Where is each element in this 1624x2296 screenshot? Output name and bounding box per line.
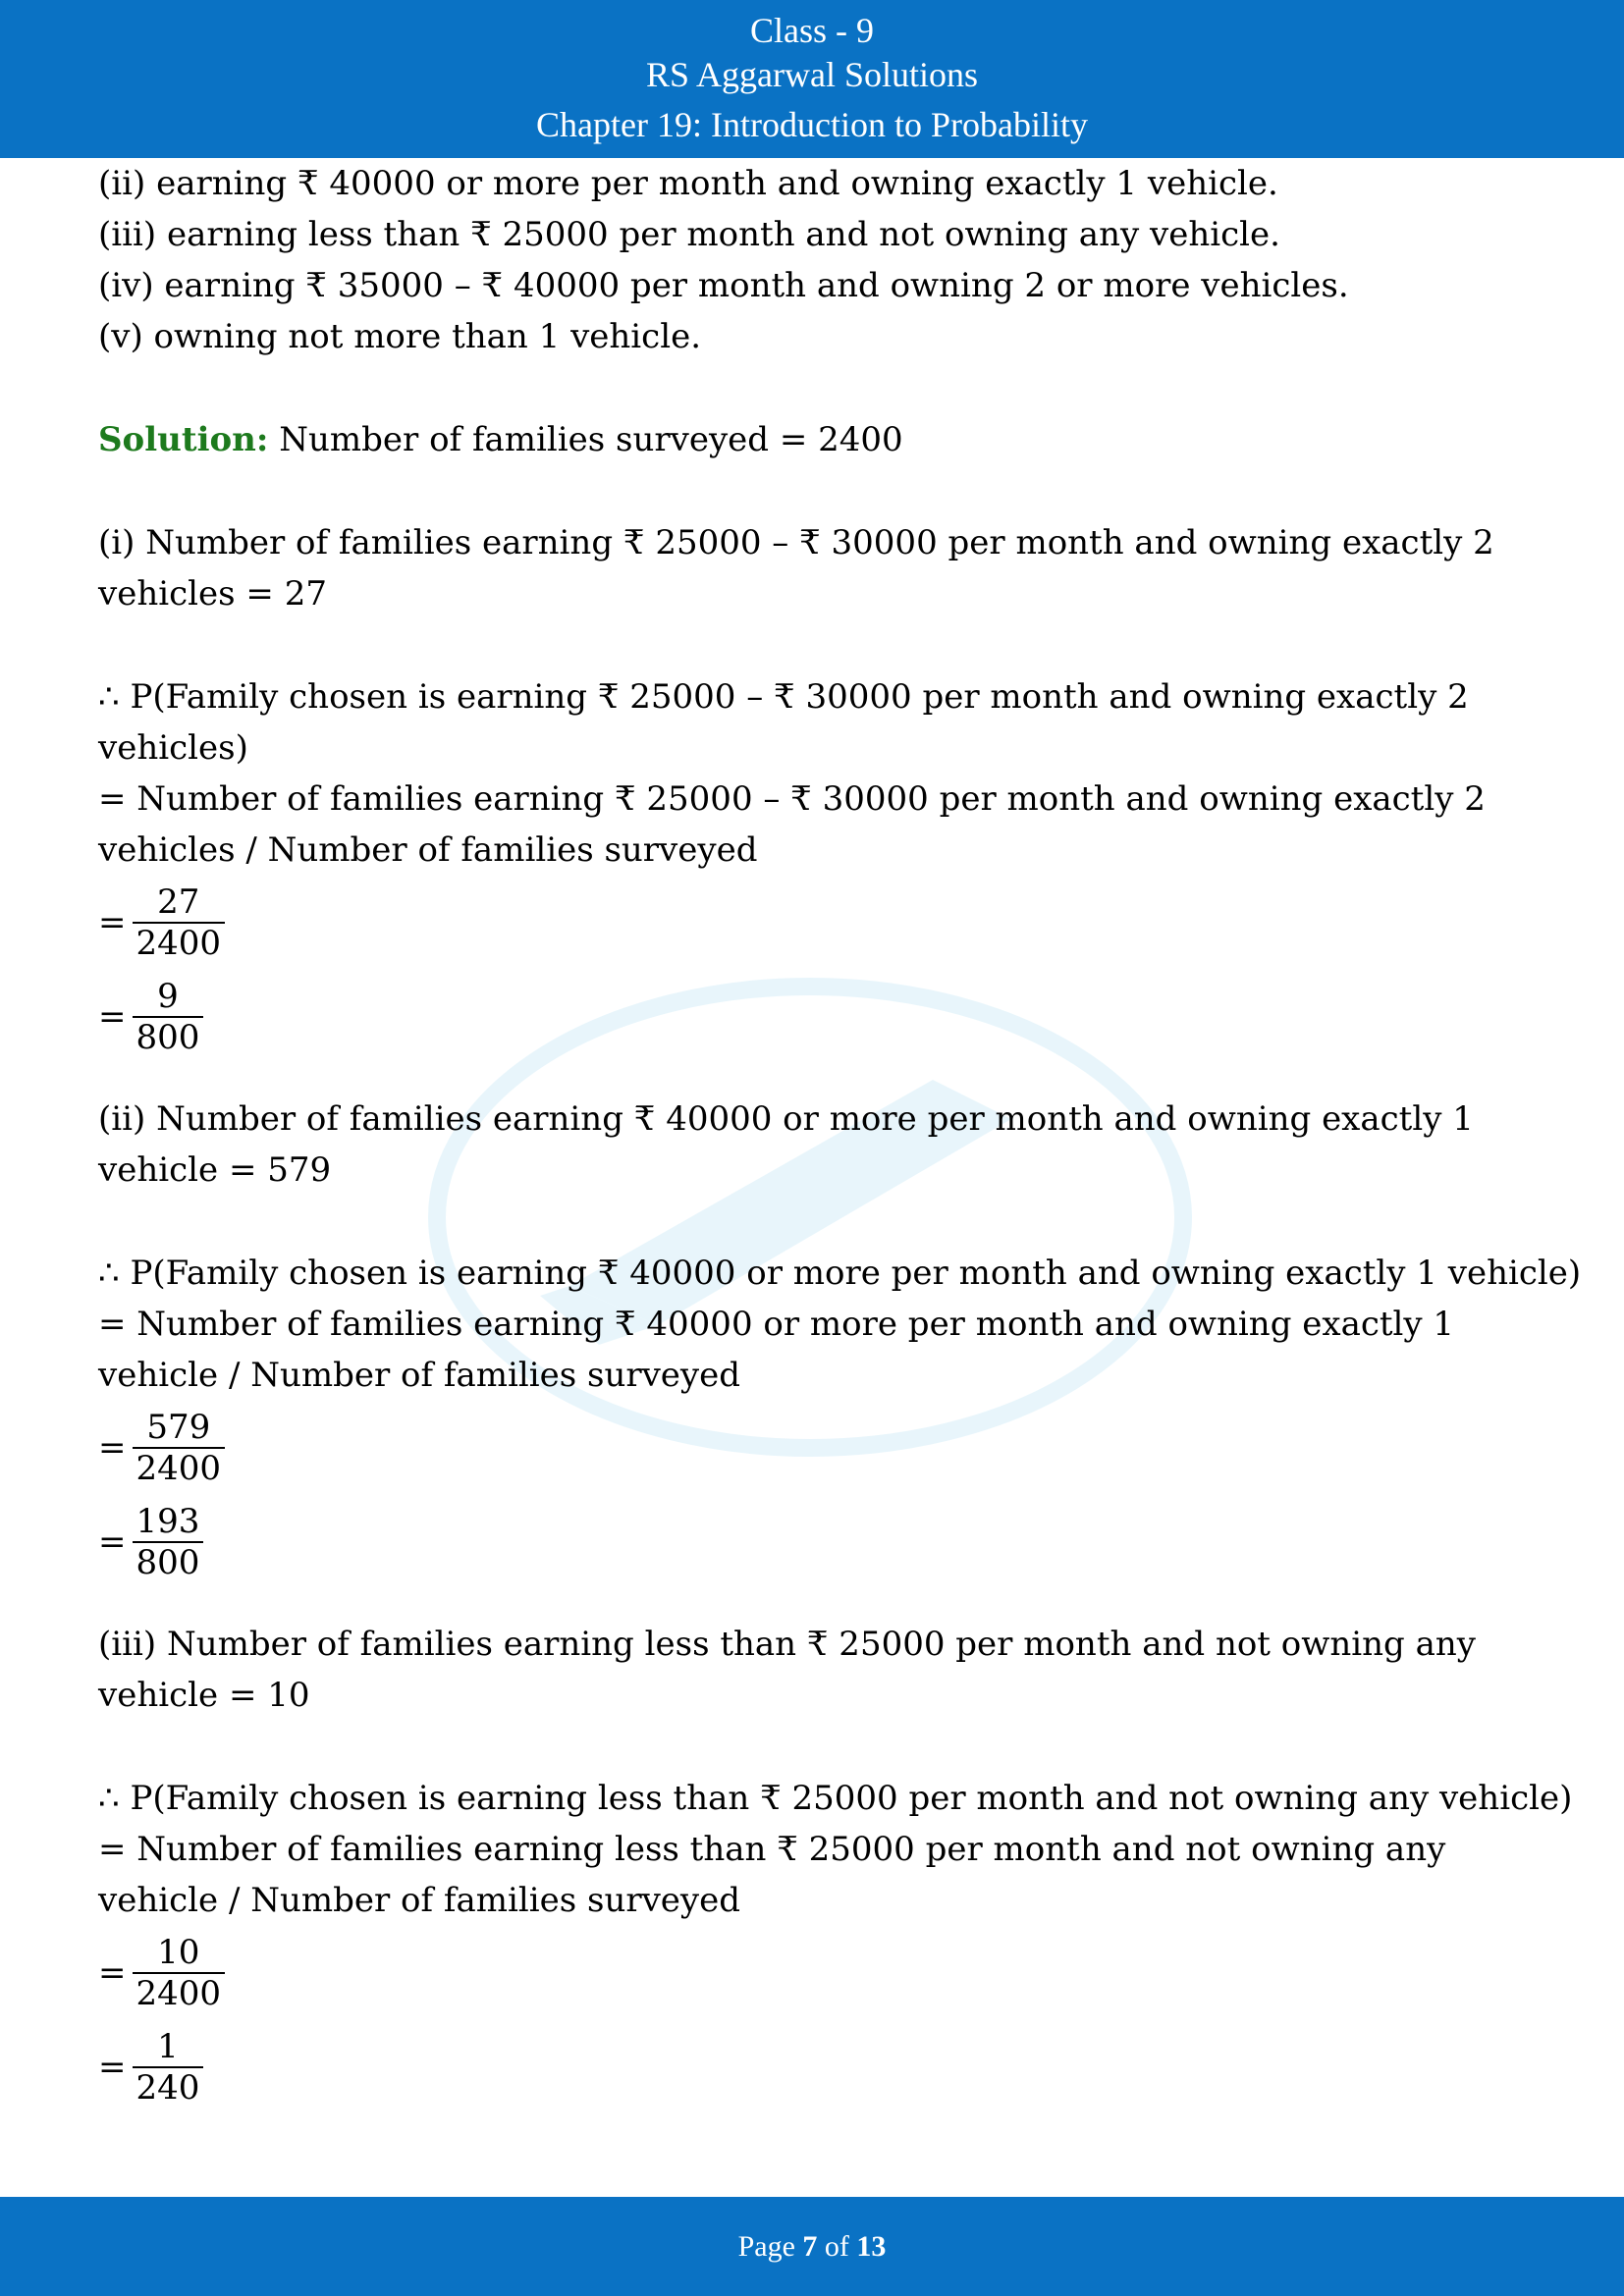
numerator: 9 bbox=[157, 977, 179, 1016]
denominator: 2400 bbox=[133, 1447, 226, 1488]
question-part: (iii) earning less than ₹ 25000 per month and not owning any vehicle. bbox=[98, 215, 1280, 254]
equals-sign: = bbox=[98, 2048, 127, 2087]
page-header bbox=[0, 0, 1624, 158]
denominator: 800 bbox=[133, 1016, 204, 1057]
page-footer bbox=[0, 2197, 1624, 2296]
fraction-row bbox=[98, 970, 1532, 1064]
denominator: 800 bbox=[133, 1541, 204, 1582]
denominator: 2400 bbox=[133, 922, 226, 963]
fraction-row bbox=[98, 2020, 1532, 2114]
part-i-probability: ∴ P(Family chosen is earning ₹ 25000 – ₹ 30000 per month and owning exactly 2 bbox=[98, 677, 1469, 717]
fraction-row bbox=[98, 876, 1532, 970]
page-content bbox=[98, 158, 1582, 2114]
fraction bbox=[133, 882, 226, 963]
header-chapter: Chapter 19: Introduction to Probability bbox=[536, 105, 1088, 144]
question-part: (iv) earning ₹ 35000 – ₹ 40000 per month and owning 2 or more vehicles. bbox=[98, 266, 1349, 305]
equals-sign: = bbox=[98, 997, 127, 1037]
total-pages: 13 bbox=[856, 2230, 887, 2263]
denominator: 240 bbox=[133, 2066, 204, 2108]
part-iii-formula: vehicle / Number of families surveyed bbox=[98, 1881, 741, 1920]
equals-sign: = bbox=[98, 1522, 127, 1562]
solution-label: Solution: bbox=[98, 420, 269, 459]
part-ii-formula: = Number of families earning ₹ 40000 or more per month and owning exactly 1 bbox=[98, 1305, 1455, 1344]
solution-line bbox=[98, 414, 1532, 465]
fraction-row bbox=[98, 1401, 1532, 1495]
question-part: (v) owning not more than 1 vehicle. bbox=[98, 317, 702, 356]
part-i-statement: vehicles = 27 bbox=[98, 574, 327, 614]
numerator: 1 bbox=[157, 2027, 179, 2066]
equals-sign: = bbox=[98, 1428, 127, 1468]
numerator: 193 bbox=[135, 1502, 200, 1541]
current-page: 7 bbox=[802, 2230, 818, 2263]
part-ii-statement: (ii) Number of families earning ₹ 40000 or more per month and owning exactly 1 bbox=[98, 1099, 1474, 1139]
fraction-row bbox=[98, 1926, 1532, 2020]
fraction bbox=[133, 1408, 226, 1488]
part-ii-probability: ∴ P(Family chosen is earning ₹ 40000 or more per month and owning exactly 1 vehicle) bbox=[98, 1254, 1582, 1293]
part-ii-formula: vehicle / Number of families surveyed bbox=[98, 1356, 741, 1395]
fraction-row bbox=[98, 1495, 1532, 1589]
part-iii-formula: = Number of families earning less than ₹ 25000 per month and not owning any bbox=[98, 1830, 1446, 1869]
part-ii-statement: vehicle = 579 bbox=[98, 1150, 332, 1190]
header-book: RS Aggarwal Solutions bbox=[645, 55, 979, 94]
part-iii-probability: ∴ P(Family chosen is earning less than ₹ 25000 per month and not owning any vehicle) bbox=[98, 1779, 1573, 1818]
part-iii-statement: (iii) Number of families earning less than ₹ 25000 per month and not owning any bbox=[98, 1625, 1476, 1664]
numerator: 27 bbox=[157, 882, 200, 922]
numerator: 579 bbox=[146, 1408, 211, 1447]
equals-sign: = bbox=[98, 1953, 127, 1993]
part-i-formula: = Number of families earning ₹ 25000 – ₹ 30000 per month and owning exactly 2 bbox=[98, 779, 1486, 819]
solution-text: Number of families surveyed = 2400 bbox=[268, 420, 903, 459]
page-prefix: Page bbox=[737, 2230, 803, 2263]
part-i-statement: (i) Number of families earning ₹ 25000 – ₹ 30000 per month and owning exactly 2 bbox=[98, 523, 1494, 562]
fraction bbox=[133, 1933, 226, 2013]
part-i-probability: vehicles) bbox=[98, 728, 248, 768]
page-of: of bbox=[817, 2230, 857, 2263]
fraction bbox=[133, 1502, 204, 1582]
part-iii-statement: vehicle = 10 bbox=[98, 1676, 310, 1715]
part-i-formula: vehicles / Number of families surveyed bbox=[98, 830, 758, 870]
equals-sign: = bbox=[98, 903, 127, 942]
denominator: 2400 bbox=[133, 1972, 226, 2013]
fraction bbox=[133, 2027, 204, 2108]
numerator: 10 bbox=[157, 1933, 200, 1972]
header-class: Class - 9 bbox=[750, 11, 874, 50]
fraction bbox=[133, 977, 204, 1057]
question-part: (ii) earning ₹ 40000 or more per month and owning exactly 1 vehicle. bbox=[98, 164, 1278, 203]
